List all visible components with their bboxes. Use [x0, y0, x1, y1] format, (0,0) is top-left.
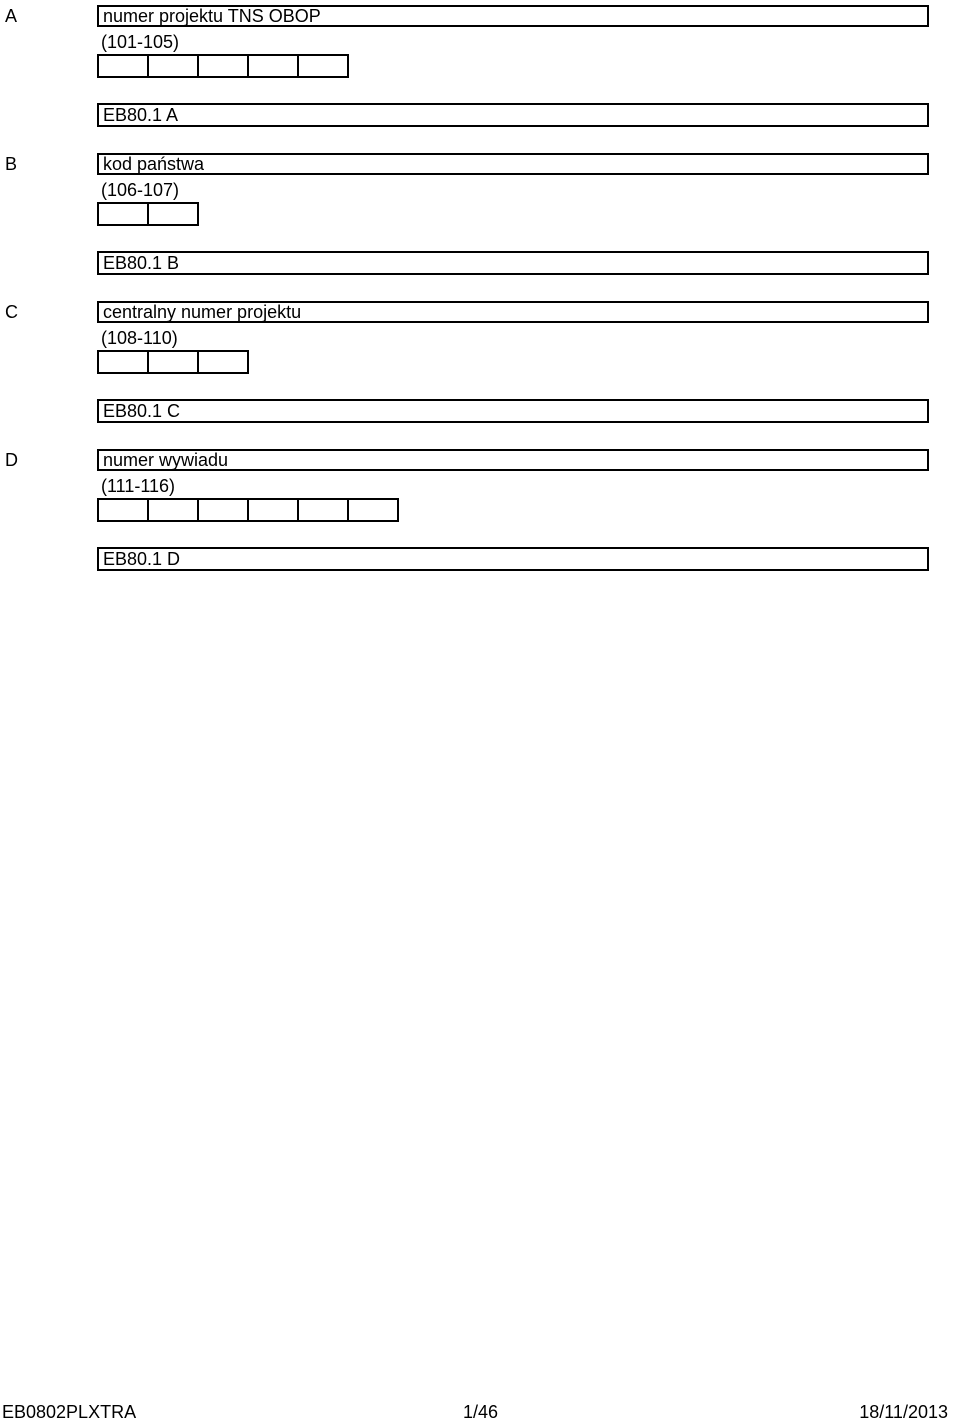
digit-box[interactable]: [147, 498, 199, 522]
digit-box[interactable]: [197, 54, 249, 78]
section-letter: D: [5, 450, 18, 470]
code-label: EB80.1 D: [103, 548, 181, 569]
page-footer: [0, 1402, 960, 1423]
digit-box[interactable]: [297, 498, 349, 522]
code-box: [97, 547, 929, 571]
digit-box[interactable]: [97, 54, 149, 78]
digit-box[interactable]: [97, 202, 149, 226]
digit-boxes: [97, 498, 397, 522]
section-letter: B: [5, 154, 18, 174]
field-range: (106-107): [101, 180, 180, 200]
code-box: [97, 251, 929, 275]
footer-date: 18/11/2013: [859, 1402, 948, 1422]
digit-box[interactable]: [147, 202, 199, 226]
digit-box[interactable]: [297, 54, 349, 78]
field-title: numer projektu TNS OBOP: [103, 6, 321, 26]
field-title-box: [97, 5, 929, 27]
footer-document-id: EB0802PLXTRA: [2, 1402, 137, 1422]
code-box: [97, 399, 929, 423]
field-range: (108-110): [101, 328, 178, 348]
section-letter: A: [5, 6, 18, 26]
code-label: EB80.1 B: [103, 252, 180, 273]
digit-box[interactable]: [247, 54, 299, 78]
digit-box[interactable]: [97, 350, 149, 374]
digit-box[interactable]: [147, 350, 199, 374]
footer-page-number: 1/46: [463, 1402, 499, 1422]
code-label: EB80.1 A: [103, 104, 179, 125]
digit-box[interactable]: [197, 350, 249, 374]
digit-box[interactable]: [97, 498, 149, 522]
digit-boxes: [97, 202, 197, 226]
section-letter: C: [5, 302, 18, 322]
field-title-box: [97, 153, 929, 175]
field-title: kod państwa: [103, 154, 205, 174]
code-box: [97, 103, 929, 127]
field-range: (111-116): [101, 476, 176, 496]
digit-box[interactable]: [247, 498, 299, 522]
digit-boxes: [97, 54, 347, 78]
digit-box[interactable]: [347, 498, 399, 522]
field-title: numer wywiadu: [103, 450, 229, 470]
field-title-box: [97, 301, 929, 323]
field-title-box: [97, 449, 929, 471]
digit-box[interactable]: [197, 498, 249, 522]
digit-boxes: [97, 350, 247, 374]
digit-box[interactable]: [147, 54, 199, 78]
field-range: (101-105): [101, 32, 180, 52]
code-label: EB80.1 C: [103, 400, 181, 421]
field-title: centralny numer projektu: [103, 302, 302, 322]
